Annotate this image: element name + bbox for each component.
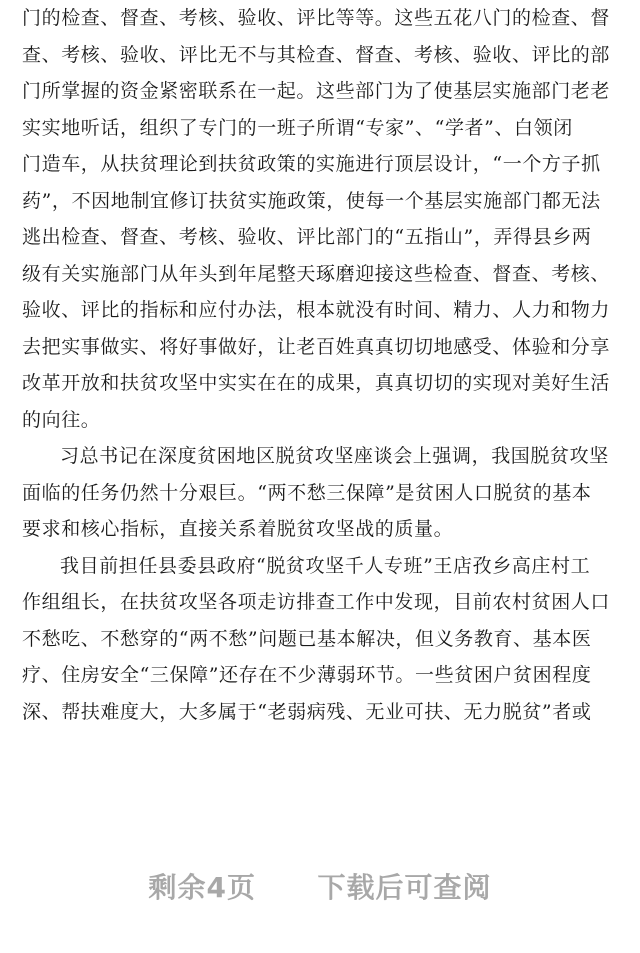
paragraph-3-line: 不愁吃、不愁穿的“两不愁”问题已基本解决，但义务教育、基本医 [22,627,592,650]
text-line: 级有关实施部门从年头到年尾整天琢磨迎接这些检查、督查、考核、 [22,262,611,285]
paragraph-2-line: 面临的任务仍然十分艰巨。“两不愁三保障”是贫困人口脱贫的基本 [22,481,592,504]
text-line: 门的检查、督查、考核、验收、评比等等。这些五花八门的检查、督 [22,7,611,29]
download-to-read-label[interactable]: 下载后可查阅 [317,871,492,904]
text-line: 逃出检查、督查、考核、验收、评比部门的“五指山”，弄得县乡两 [22,226,592,248]
text-line: 的向往。 [22,408,101,431]
paragraph-3-line: 疗、住房安全“三保障”还存在不少薄弱环节。一些贫困户贫困程度 [22,664,592,686]
paragraph-3-line: 作组组长，在扶贫攻坚各项走访排查工作中发现，目前农村贫困人口 [22,591,611,613]
paragraph-3-line: 我目前担任县委县政府“脱贫攻坚千人专班”王店孜乡高庄村工 [60,554,591,577]
text-line: 实实地听话，组织了专门的一班子所谓“专家”、“学者”、白领闭 [22,116,573,139]
paragraph-2-line: 要求和核心指标，直接关系着脱贫攻坚战的质量。 [22,518,454,540]
text-line: 改革开放和扶贫攻坚中实实在在的成果，真真切切的实现对美好生活 [22,372,611,394]
remaining-pages-label: 剩余4页 [148,871,256,904]
paragraph-2-line: 习总书记在深度贫困地区脱贫攻坚座谈会上强调，我国脱贫攻坚 [60,445,609,467]
paragraph-3-line: 深、帮扶难度大，大多属于“老弱病残、无业可扶、无力脱贫”者或 [22,700,592,723]
text-line: 门所掌握的资金紧密联系在一起。这些部门为了使基层实施部门老老 [22,80,611,102]
text-line: 去把实事做实、将好事做好，让老百姓真真切切地感受、体验和分享 [22,335,611,358]
text-line: 门造车，从扶贫理论到扶贫政策的实施进行顶层设计，“一个方子抓 [22,153,601,175]
text-line: 药”，不因地制宜修订扶贫实施政策，使每一个基层实施部门都无法 [22,189,601,212]
text-line: 查、考核、验收、评比无不与其检查、督查、考核、验收、评比的部 [22,43,611,66]
text-line: 验收、评比的指标和应付办法，根本就没有时间、精力、人力和物力 [22,299,611,321]
download-banner[interactable] [0,866,640,906]
document-body [22,0,622,730]
